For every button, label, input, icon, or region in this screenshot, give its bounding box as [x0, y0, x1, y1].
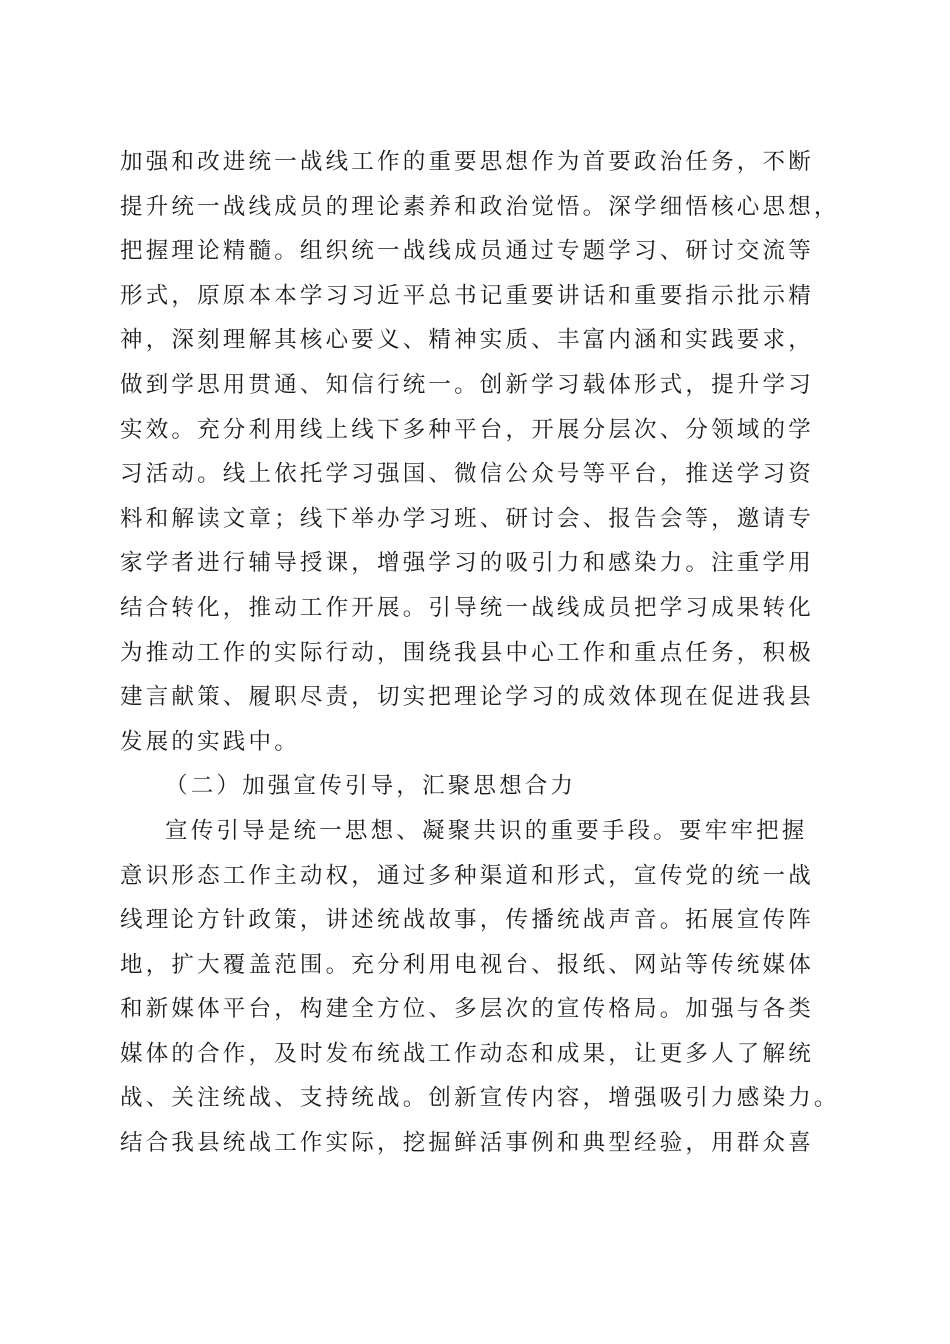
text-line: 意识形态工作主动权，通过多种渠道和形式，宣传党的统一战	[120, 862, 814, 889]
text-line: 发展的实践中。	[120, 728, 300, 755]
text-line: 把握理论精髓。组织统一战线成员通过专题学习、研讨交流等	[120, 238, 814, 265]
text-line: 神，深刻理解其核心要义、精神实质、丰富内涵和实践要求，	[120, 327, 814, 354]
text-line: 为推动工作的实际行动，围绕我县中心工作和重点任务，积极	[120, 639, 814, 666]
text-line: 战、关注统战、支持统战。创新宣传内容，增强吸引力感染力。	[120, 1085, 840, 1112]
text-line: 和新媒体平台，构建全方位、多层次的宣传格局。加强与各类	[120, 996, 814, 1023]
text-line: 结合我县统战工作实际，挖掘鲜活事例和典型经验，用群众喜	[120, 1130, 814, 1157]
text-line: 地，扩大覆盖范围。充分利用电视台、报纸、网站等传统媒体	[120, 951, 814, 978]
text-line: 习活动。线上依托学习强国、微信公众号等平台，推送学习资	[120, 461, 814, 488]
text-line: 形式，原原本本学习习近平总书记重要讲话和重要指示批示精	[120, 282, 814, 309]
section-heading: （二）加强宣传引导，汇聚思想合力	[165, 773, 577, 800]
text-line: 媒体的合作，及时发布统战工作动态和成果，让更多人了解统	[120, 1040, 814, 1067]
text-line: 实效。充分利用线上线下多种平台，开展分层次、分领域的学	[120, 416, 814, 443]
text-line: 线理论方针政策，讲述统战故事，传播统战声音。拓展宣传阵	[120, 907, 814, 934]
text-line: 提升统一战线成员的理论素养和政治觉悟。深学细悟核心思想，	[120, 193, 840, 220]
body-text	[120, 140, 840, 1166]
text-line: 宣传引导是统一思想、凝聚共识的重要手段。要牢牢把握	[165, 817, 808, 844]
text-line: 结合转化，推动工作开展。引导统一战线成员把学习成果转化	[120, 594, 814, 621]
text-line: 家学者进行辅导授课，增强学习的吸引力和感染力。注重学用	[120, 550, 814, 577]
text-line: 料和解读文章；线下举办学习班、研讨会、报告会等，邀请专	[120, 505, 814, 532]
text-line: 建言献策、履职尽责，切实把理论学习的成效体现在促进我县	[120, 684, 814, 711]
text-line: 做到学思用贯通、知信行统一。创新学习载体形式，提升学习	[120, 371, 814, 398]
text-line: 加强和改进统一战线工作的重要思想作为首要政治任务，不断	[120, 149, 814, 175]
